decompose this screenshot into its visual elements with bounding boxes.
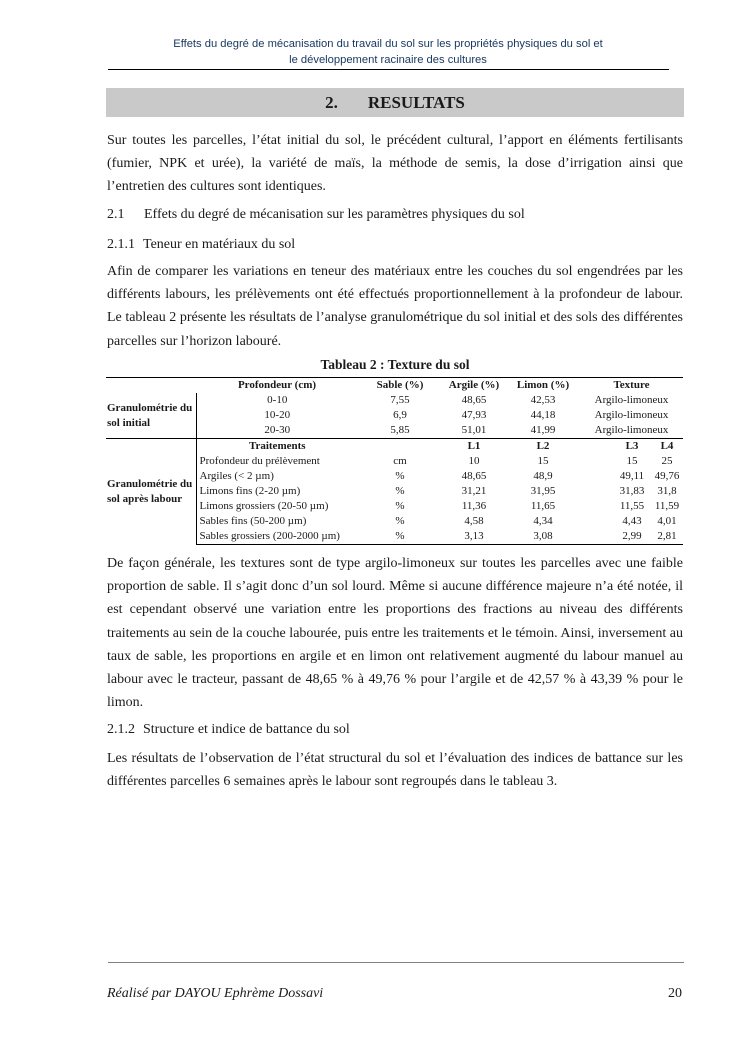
table-header-initial — [106, 378, 683, 394]
page-number: 20 — [668, 986, 682, 1001]
table-cell: 48,9 — [533, 470, 553, 482]
table-cell: 51,01 — [461, 424, 487, 436]
texture-table — [106, 377, 683, 545]
heading-2-1-2-number: 2.1.2 — [107, 722, 135, 737]
table-cell: cm — [393, 455, 407, 467]
table-cell: % — [358, 529, 442, 545]
table-row — [106, 393, 683, 408]
table-cell: % — [395, 515, 405, 527]
table-cell: 10-20 — [196, 408, 358, 423]
table-cell: 2,81 — [651, 529, 683, 545]
table-cell: 11,59 — [654, 500, 680, 512]
table-cell: 49,76 — [654, 470, 680, 482]
table-caption: Tableau 2 : Texture du sol — [320, 357, 470, 372]
table-cell: 3,08 — [506, 529, 580, 545]
heading-2-1-1-text: Teneur en matériaux du sol — [143, 237, 296, 252]
table-cell: 31,21 — [461, 485, 487, 497]
table-cell: Limons grossiers (20-50 µm) — [196, 499, 358, 514]
header-treatments: Traitements — [196, 439, 358, 455]
table-cell: 5,85 — [390, 424, 410, 436]
table-cell: 11,55 — [619, 500, 645, 512]
after-labour-label: Granulométrie du sol après labour — [106, 439, 196, 545]
initial-soil-label: Granulométrie du sol initial — [107, 401, 193, 429]
heading-2-1-1 — [107, 236, 295, 254]
table-cell: 6,9 — [393, 409, 407, 421]
table-cell: 47,93 — [461, 409, 487, 421]
table-cell: 49,11 — [619, 470, 645, 482]
table-cell: 11,36 — [461, 500, 487, 512]
header-texture: Texture — [580, 378, 683, 394]
table-cell: 11,65 — [530, 500, 556, 512]
table-cell: 4,43 — [622, 515, 642, 527]
table-cell: 31,8 — [657, 485, 677, 497]
footer-rule — [108, 962, 684, 963]
table-cell: 4,34 — [533, 515, 553, 527]
table-cell: 25 — [661, 455, 673, 467]
table-cell: 48,65 — [461, 394, 487, 406]
table-cell: Limons fins (2-20 µm) — [196, 484, 358, 499]
header-rule — [108, 69, 669, 70]
header-l4: L4 — [651, 439, 683, 455]
table-cell: 7,55 — [390, 394, 410, 406]
heading-2-1-1-number: 2.1.1 — [107, 237, 135, 252]
table-cell: 31,95 — [530, 485, 556, 497]
table-cell: 4,58 — [464, 515, 484, 527]
header-l1: L1 — [442, 439, 506, 455]
running-header — [108, 36, 668, 68]
table-cell: 4,01 — [657, 515, 677, 527]
table-cell: % — [395, 500, 405, 512]
heading-2-1-text: Effets du degré de mécanisation sur les paramètres physiques du sol — [144, 207, 525, 222]
table-header-after — [106, 439, 683, 455]
table-cell: Argiles (< 2 µm) — [196, 469, 358, 484]
table-cell: 31,83 — [619, 485, 645, 497]
heading-2-1-2-text: Structure et indice de battance du sol — [143, 722, 350, 737]
table-cell: Profondeur du prélèvement — [196, 454, 358, 469]
header-silt: Limon (%) — [506, 378, 580, 394]
section-title — [106, 88, 684, 117]
table-cell: 44,18 — [530, 409, 556, 421]
table-cell: 3,13 — [442, 529, 506, 545]
table-cell: 15 — [626, 455, 638, 467]
table-cell: % — [395, 470, 405, 482]
table-cell: 20-30 — [196, 423, 358, 439]
table-cell: 2,99 — [613, 529, 651, 545]
section-number: 2. — [325, 93, 338, 112]
table-cell: Argilo-limoneux — [594, 394, 669, 406]
running-header-line-1: Effets du degré de mécanisation du travail du sol sur les propriétés physiques du sol et — [173, 38, 603, 50]
section-title-text: RESULTATS — [367, 93, 465, 112]
heading-2-1-number: 2.1 — [107, 207, 125, 222]
discussion-paragraph: De façon générale, les textures sont de type argilo-limoneux sur toutes les parcelles avec une faible proportion de sable. Il s’agit donc d’un sol lourd. Même si aucune différence majeure n’a été notée, il est cependant observé une variation entre les proportions des fractions au niveau des différents traitements au sein de la couche labourée, puis entre les traitements et le témoin. Ainsi, inversement au taux de sable, les proportions en argile et en limon ont relativement augmenté du labour manuel au labour avec le tracteur, passant de 48,65 % à 49,76 % pour l’argile et de 42,57 % à 43,39 % pour le limon. — [107, 556, 683, 711]
table-cell: 0-10 — [196, 393, 358, 408]
running-header-line-2: le développement racinaire des cultures — [289, 54, 487, 66]
heading-2-1 — [107, 206, 525, 224]
table-cell: 42,53 — [530, 394, 556, 406]
header-sand: Sable (%) — [358, 378, 442, 394]
table-cell: Sables fins (50-200 µm) — [196, 514, 358, 529]
header-clay: Argile (%) — [442, 378, 506, 394]
header-unit — [358, 439, 442, 455]
paragraph-2-1-2: Les résultats de l’observation de l’état structural du sol et l’évaluation des indices de battance sur les différentes parcelles 6 semaines après le labour sont regroupés dans le tableau 3. — [107, 751, 683, 790]
table-cell: Argilo-limoneux — [594, 424, 669, 436]
table-cell: 10 — [468, 455, 480, 467]
paragraph-2-1-1: Afin de comparer les variations en teneur des matériaux entre les couches du sol engendrées par les différents labours, les prélèvements ont été effectués proportionnellement à la profondeur de labour. Le tableau 2 présente les résultats de l’analyse granulométrique du sol initial et des sols des différentes parcelles sur l’horizon labouré. — [107, 264, 683, 349]
table-cell: 15 — [537, 455, 549, 467]
table-cell: Argilo-limoneux — [594, 409, 669, 421]
section-title-band — [106, 88, 684, 117]
heading-2-1-2 — [107, 721, 350, 739]
header-l3: L3 — [613, 439, 651, 455]
table-cell: 41,99 — [530, 424, 556, 436]
intro-paragraph: Sur toutes les parcelles, l’état initial du sol, le précédent cultural, l’apport en éléments fertilisants (fumier, NPK et urée), la variété de maïs, la méthode de semis, la dose d’irrigation ainsi que l’entretien des cultures sont identiques. — [107, 133, 683, 195]
table-cell: % — [395, 485, 405, 497]
header-depth: Profondeur (cm) — [196, 378, 358, 394]
footer-author: Réalisé par DAYOU Ephrème Dossavi — [107, 986, 324, 1001]
table-cell: 48,65 — [461, 470, 487, 482]
table-cell: Sables grossiers (200-2000 µm) — [196, 529, 358, 545]
header-l2: L2 — [506, 439, 580, 455]
